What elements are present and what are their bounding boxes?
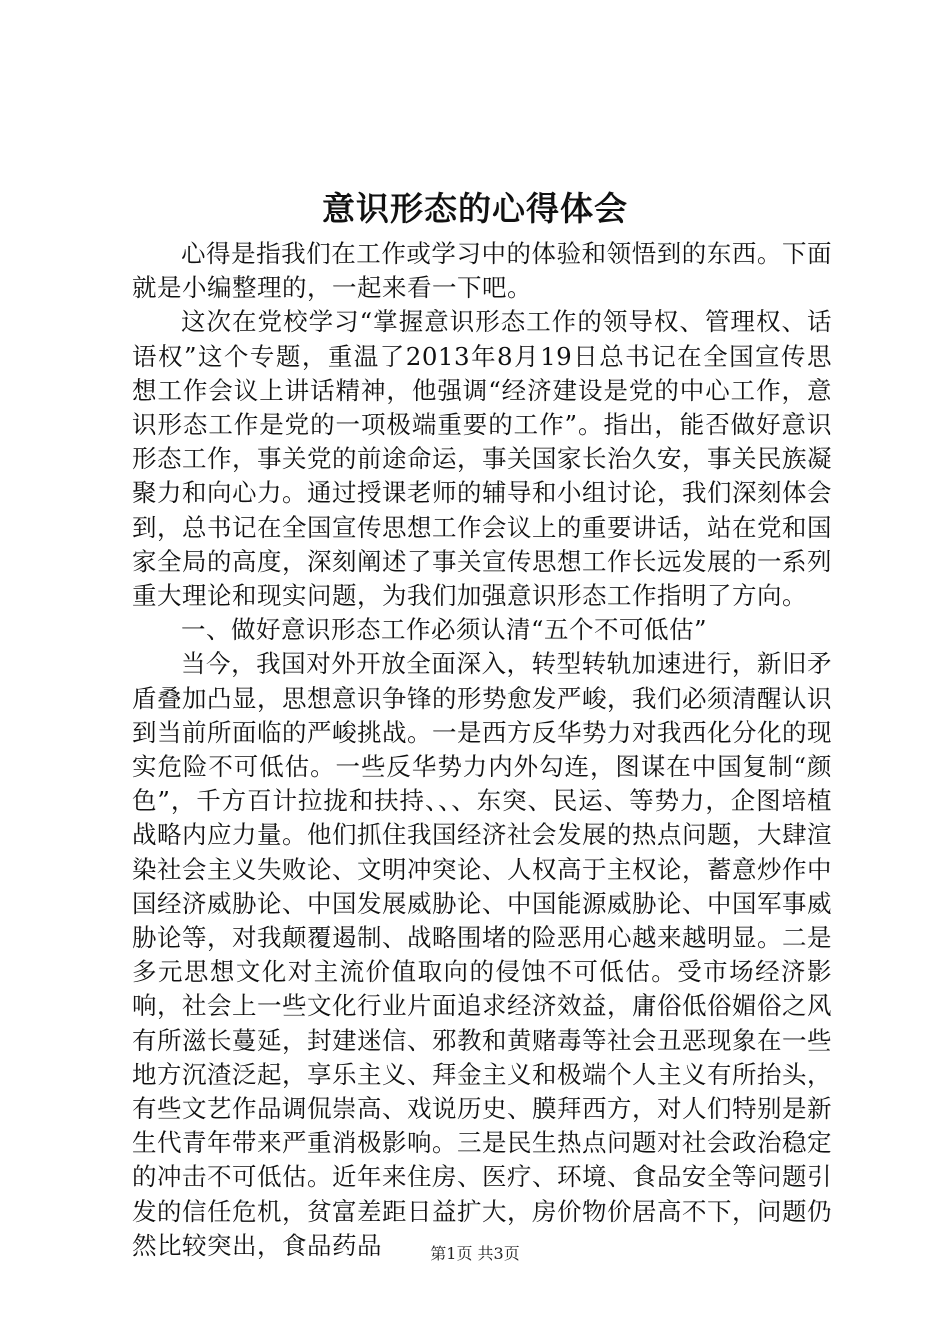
document-body [132,237,832,1263]
paragraph-five-points: 当今，我国对外开放全面深入，转型转轨加速进行，新旧矛盾叠加凸显，思想意识争锋的形势愈发严峻，我们必须清醒认识到当前所面临的严峻挑战。一是西方反华势力对我西化分化的现实危险不可低估。一些反华势力内外勾连，图谋在中国复制“颜色”，千方百计拉拢和扶持、、、东突、民运、等势力，企图培植战略内应力量。他们抓住我国经济社会发展的热点问题，大肆渲染社会主义失败论、文明冲突论、人权高于主权论，蓄意炒作中国经济威胁论、中国发展威胁论、中国能源威胁论、中国军事威胁论等，对我颠覆遏制、战略围堵的险恶用心越来越明显。二是多元思想文化对主流价值取向的侵蚀不可低估。受市场经济影响，社会上一些文化行业片面追求经济效益，庸俗低俗媚俗之风有所滋长蔓延，封建迷信、邪教和黄赌毒等社会丑恶现象在一些地方沉渣泛起，享乐主义、拜金主义和极端个人主义有所抬头，有些文艺作品调侃崇高、戏说历史、膜拜西方，对人们特别是新生代青年带来严重消极影响。三是民生热点问题对社会政治稳定的冲击不可低估。近年来住房、医疗、环境、食品安全等问题引发的信任危机，贫富差距日益扩大，房价物价居高不下，问题仍然比较突出，食品药品 [132,649,832,1260]
paragraph-intro: 心得是指我们在工作或学习中的体验和领悟到的东西。下面就是小编整理的，一起来看一下吧。 [132,239,832,303]
section-heading-one: 一、做好意识形态工作必须认清“五个不可低估” [181,615,708,645]
paragraph-study: 这次在党校学习“掌握意识形态工作的领导权、管理权、话语权”这个专题，重温了2013年8月19日总书记在全国宣传思想工作会议上讲话精神，他强调“经济建设是党的中心工作，意识形态工作是党的一项极端重要的工作”。指出，能否做好意识形态工作，事关党的前途命运，事关国家长治久安，事关民族凝聚力和向心力。通过授课老师的辅导和小组讨论，我们深刻体会到，总书记在全国宣传思想工作会议上的重要讲话，站在党和国家全局的高度，深刻阐述了事关宣传思想工作长远发展的一系列重大理论和现实问题，为我们加强意识形态工作指明了方向。 [132,307,832,611]
document-title: 意识形态的心得体会 [322,189,628,228]
page-footer: 第1页 共3页 [430,1244,520,1263]
